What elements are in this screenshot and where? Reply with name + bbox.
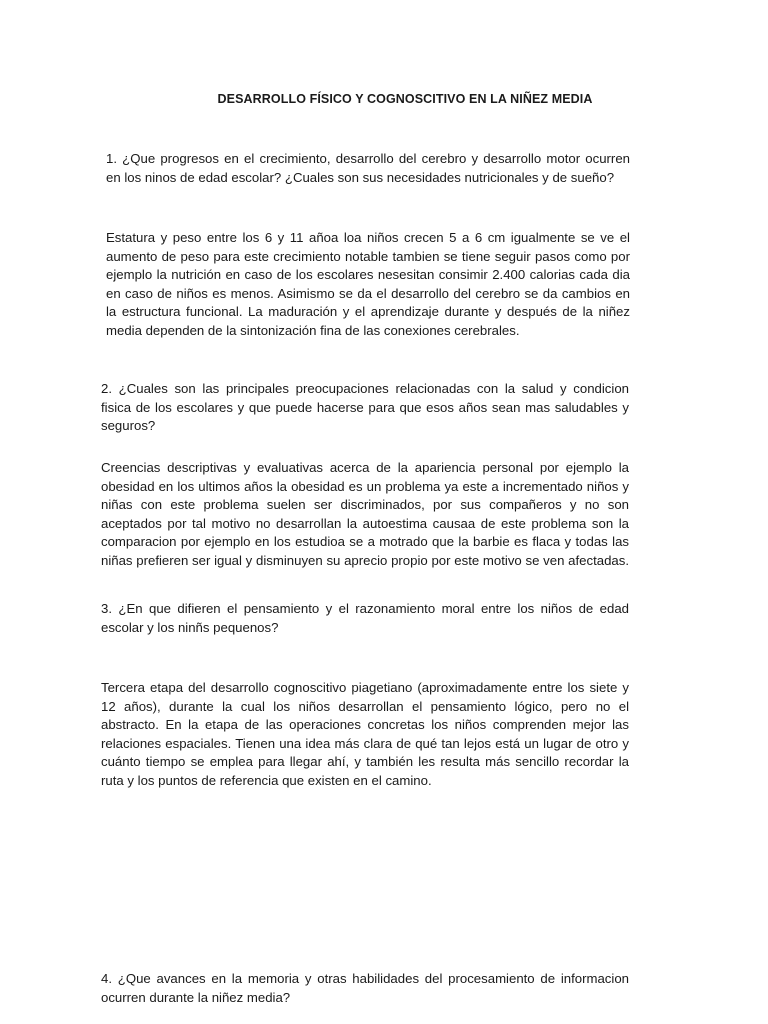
- question-4: 4. ¿Que avances en la memoria y otras habilidades del procesamiento de informacion ocurren durante la niñez media?: [101, 971, 629, 1005]
- question-2: 2. ¿Cuales son las principales preocupaciones relacionadas con la salud y condicion fisica de los escolares y que puede hacerse para que esos años sean mas saludables y seguros?: [101, 381, 629, 434]
- document-title: DESARROLLO FÍSICO Y COGNOSCITIVO EN LA NIÑEZ MEDIA: [217, 92, 593, 106]
- question-3: 3. ¿En que difieren el pensamiento y el razonamiento moral entre los niños de edad escolar y los ninñs pequenos?: [101, 601, 629, 635]
- question-1: 1. ¿Que progresos en el crecimiento, desarrollo del cerebro y desarrollo motor ocurren en los ninos de edad escolar? ¿Cuales son sus necesidades nutricionales y de sueño?: [106, 151, 630, 185]
- answer-1: Estatura y peso entre los 6 y 11 añoa loa niños crecen 5 a 6 cm igualmente se ve el aumento de peso para este crecimiento notable tambien se tiene seguir pasos como por ejemplo la nutrición en caso de los escolares nesesitan consimir 2.400 calorias cada dia en caso de niños es menos. Asimismo se da el desarrollo del cerebro se da cambios en la estructura funcional. La maduración y el aprendizaje durante y después de la niñez media dependen de la sintonización fina de las conexiones cerebrales.: [106, 230, 630, 338]
- answer-2: Creencias descriptivas y evaluativas acerca de la apariencia personal por ejemplo la obesidad en los ultimos años la obesidad es un problema ya este a incrementado niños y niñas con este problema suelen ser discriminados, por sus compañeros y no son aceptados por tal motivo no desarrollan la autoestima causaa de este problema son la comparacion por ejemplo en los estudioa se a motrado que la barbie es flaca y todas las niñas prefieren ser igual y disminuyen su aprecio propio por este motivo se ven afectadas.: [101, 460, 629, 568]
- answer-3: Tercera etapa del desarrollo cognoscitivo piagetiano (aproximadamente entre los siete y 12 años), durante la cual los niños desarrollan el pensamiento lógico, pero no el abstracto. En la etapa de las operaciones concretas los niños comprenden mejor las relaciones espaciales. Tienen una idea más clara de qué tan lejos está un lugar de otro y cuánto tiempo se emplea para llegar ahí, y también les resulta más sencillo recordar la ruta y los puntos de referencia que existen en el camino.: [101, 680, 629, 788]
